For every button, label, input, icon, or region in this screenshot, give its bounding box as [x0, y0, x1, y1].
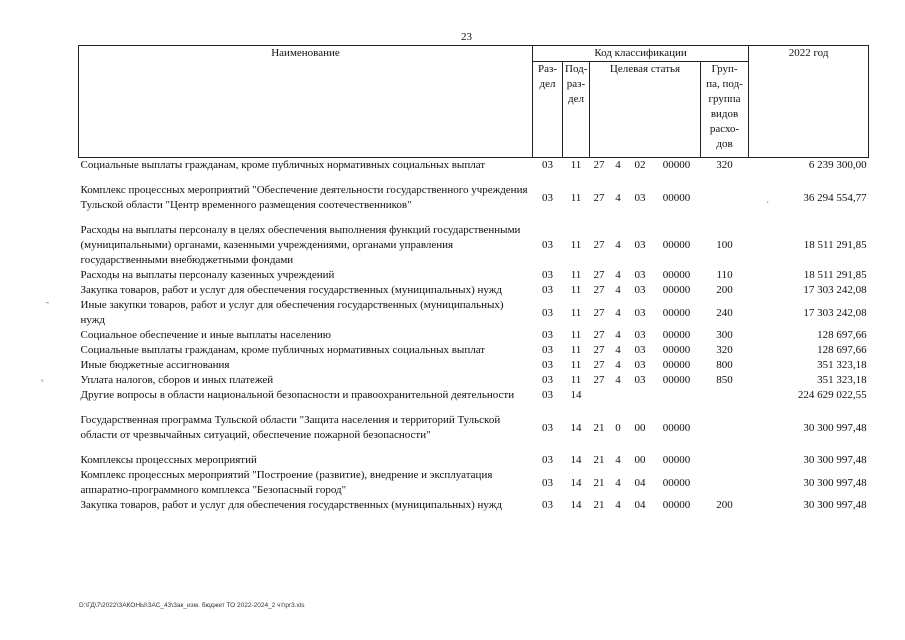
row-type: 4	[615, 499, 621, 511]
row-expense-group	[701, 468, 749, 498]
table-row	[79, 298, 869, 328]
row-subsection: 11	[570, 344, 582, 356]
row-subprogram: 03	[634, 269, 646, 281]
header-target-article: Целевая статья	[590, 62, 701, 158]
row-subprogram: 02	[634, 159, 646, 171]
row-spacer	[79, 173, 869, 183]
row-section: 03	[542, 306, 553, 319]
row-name: Комплекс процессных мероприятий "Обеспечение деятельности государственного учреждения Тульской области "Центр временного размещения соотечественников"	[80, 184, 528, 211]
row-subprogram: 03	[634, 306, 646, 319]
scan-mark: ˊ	[766, 200, 769, 210]
row-subprogram: 00	[634, 454, 646, 466]
table-row	[79, 183, 869, 213]
row-subprogram: 03	[634, 239, 646, 251]
row-subsection: 11	[570, 306, 582, 319]
header-classification: Код классификации	[533, 46, 749, 62]
row-direction: 00000	[662, 476, 691, 489]
row-expense-group: 320	[716, 344, 733, 356]
row-expense-group: 200	[716, 284, 733, 296]
row-program: 27	[593, 374, 605, 386]
row-program: 21	[593, 476, 605, 489]
row-subsection: 11	[570, 239, 582, 251]
row-subsection: 11	[570, 269, 582, 281]
row-name: Закупка товаров, работ и услуг для обеспечения государственных (муниципальных) нужд	[80, 499, 502, 511]
table-row	[79, 453, 869, 468]
row-expense-group	[701, 388, 749, 403]
row-spacer	[79, 403, 869, 413]
row-expense-group: 300	[716, 329, 733, 341]
row-program: 27	[593, 359, 605, 371]
row-program: 27	[593, 269, 605, 281]
table-row	[79, 158, 869, 174]
row-type: 4	[615, 269, 621, 281]
row-section: 03	[542, 284, 553, 296]
table-row	[79, 343, 869, 358]
row-type: 4	[615, 454, 621, 466]
row-subprogram: 03	[634, 191, 646, 204]
row-amount: 18 511 291,85	[803, 239, 867, 251]
row-type: 4	[615, 306, 621, 319]
row-amount: 30 300 997,48	[803, 476, 867, 489]
row-section: 03	[542, 239, 553, 251]
row-program: 27	[593, 306, 605, 319]
row-section: 03	[542, 329, 553, 341]
row-type: 4	[615, 191, 621, 204]
row-program	[590, 388, 609, 403]
row-name: Расходы на выплаты персоналу казенных учреждений	[80, 269, 335, 281]
header-expense-group: Груп- па, под- группа видов расхо- дов	[701, 62, 749, 158]
row-section: 03	[542, 476, 553, 489]
header-section: Раз- дел	[533, 62, 563, 158]
row-subsection: 14	[570, 476, 582, 489]
row-direction	[653, 388, 701, 403]
row-amount: 128 697,66	[817, 344, 867, 356]
table-row	[79, 388, 869, 403]
row-name: Иные бюджетные ассигнования	[80, 359, 230, 371]
row-direction: 00000	[662, 344, 691, 356]
row-direction: 00000	[662, 329, 691, 341]
row-program: 27	[593, 284, 605, 296]
row-subprogram	[628, 388, 653, 403]
scan-mark: ᵥ	[41, 373, 44, 383]
row-program: 27	[593, 191, 605, 204]
row-subsection: 14	[570, 421, 582, 434]
row-expense-group: 200	[716, 499, 733, 511]
row-spacer	[79, 213, 869, 223]
row-direction: 00000	[662, 239, 691, 251]
row-amount: 17 303 242,08	[803, 306, 867, 319]
row-amount: 30 300 997,48	[803, 454, 867, 466]
row-direction: 00000	[662, 359, 691, 371]
row-subsection: 11	[570, 191, 582, 204]
row-section: 03	[542, 359, 553, 371]
row-subprogram: 00	[634, 421, 646, 434]
row-type: 4	[615, 159, 621, 171]
row-section: 03	[542, 269, 553, 281]
row-amount: 128 697,66	[817, 329, 867, 341]
scan-mark: -	[46, 297, 49, 307]
row-subprogram: 03	[634, 374, 646, 386]
row-section: 03	[542, 159, 553, 171]
row-type	[609, 388, 628, 403]
row-subsection: 14	[570, 389, 582, 401]
row-amount: 224 629 022,55	[797, 389, 867, 401]
row-type: 4	[615, 359, 621, 371]
row-subprogram: 04	[634, 499, 646, 511]
row-amount: 351 323,18	[817, 359, 867, 371]
row-direction: 00000	[662, 499, 691, 511]
row-amount: 18 511 291,85	[803, 269, 867, 281]
table-row	[79, 373, 869, 388]
row-direction: 00000	[662, 454, 691, 466]
row-amount: 17 303 242,08	[803, 284, 867, 296]
table-row	[79, 328, 869, 343]
row-direction: 00000	[662, 421, 691, 434]
row-direction: 00000	[662, 284, 691, 296]
budget-table	[78, 45, 869, 513]
row-subsection: 11	[570, 159, 582, 171]
row-expense-group: 110	[716, 269, 733, 281]
row-subprogram: 03	[634, 359, 646, 371]
row-amount: 351 323,18	[817, 374, 867, 386]
page-number: 23	[461, 31, 472, 43]
row-expense-group: 320	[716, 159, 733, 171]
row-amount: 30 300 997,48	[803, 499, 867, 511]
table-row	[79, 413, 869, 443]
row-type: 4	[615, 239, 621, 251]
row-subsection: 11	[570, 374, 582, 386]
row-name: Социальные выплаты гражданам, кроме публичных нормативных социальных выплат	[80, 344, 486, 356]
row-type: 4	[615, 284, 621, 296]
file-path: D:\ГД\7\2022\ЗАКОНЫ\ЗАС_43\Зак_изм. бюджет ТО 2022-2024_2 чт\pr3.xls	[79, 602, 305, 609]
row-direction: 00000	[662, 269, 691, 281]
row-amount: 30 300 997,48	[803, 421, 867, 434]
row-section: 03	[542, 454, 553, 466]
header-year: 2022 год	[749, 46, 869, 158]
row-section: 03	[542, 389, 553, 401]
row-direction: 00000	[662, 159, 691, 171]
row-program: 27	[593, 239, 605, 251]
table-row	[79, 268, 869, 283]
row-subprogram: 03	[634, 344, 646, 356]
row-expense-group	[701, 183, 749, 213]
row-direction: 00000	[662, 191, 691, 204]
row-type: 4	[615, 329, 621, 341]
row-name: Иные закупки товаров, работ и услуг для обеспечения государственных (муниципальных) нужд	[80, 299, 504, 326]
row-name: Комплексы процессных мероприятий	[80, 454, 257, 466]
row-program: 27	[593, 159, 605, 171]
row-expense-group: 850	[716, 374, 733, 386]
row-type: 4	[615, 476, 621, 489]
row-subsection: 11	[570, 359, 582, 371]
row-subsection: 14	[570, 499, 582, 511]
row-type: 4	[615, 344, 621, 356]
row-expense-group: 240	[716, 306, 733, 319]
table-row	[79, 468, 869, 498]
row-section: 03	[542, 191, 553, 204]
row-spacer	[79, 443, 869, 453]
row-program: 21	[593, 421, 605, 434]
header-subsection: Под- раз- дел	[563, 62, 590, 158]
row-type: 0	[615, 421, 621, 434]
table-row	[79, 283, 869, 298]
row-expense-group	[701, 453, 749, 468]
row-expense-group: 100	[716, 239, 733, 251]
row-expense-group: 800	[716, 359, 733, 371]
row-program: 27	[593, 329, 605, 341]
row-name: Комплекс процессных мероприятий "Построение (развитие), внедрение и эксплуатация аппаратно-программного комплекса "Безопасный город"	[80, 469, 493, 496]
row-name: Государственная программа Тульской области "Защита населения и территорий Тульской области от чрезвычайных ситуаций, обеспечение пожарной безопасности"	[80, 414, 501, 441]
row-section: 03	[542, 421, 553, 434]
row-subsection: 14	[570, 454, 582, 466]
row-name: Социальные выплаты гражданам, кроме публичных нормативных социальных выплат	[80, 159, 486, 171]
row-program: 21	[593, 499, 605, 511]
row-section: 03	[542, 374, 553, 386]
row-direction: 00000	[662, 374, 691, 386]
row-subprogram: 04	[634, 476, 646, 489]
row-name: Закупка товаров, работ и услуг для обеспечения государственных (муниципальных) нужд	[80, 284, 502, 296]
row-name: Расходы на выплаты персоналу в целях обеспечения выполнения функций государственными (муниципальными) органами, казенными учреждениями, органами управления государственными внебюджетными фондами	[80, 224, 521, 266]
row-name: Социальное обеспечение и иные выплаты населению	[80, 329, 332, 341]
row-name: Другие вопросы в области национальной безопасности и правоохранительной деятельности	[80, 389, 515, 401]
row-section: 03	[542, 344, 553, 356]
row-program: 21	[593, 454, 605, 466]
row-subsection: 11	[570, 284, 582, 296]
table-body	[79, 158, 869, 514]
row-amount: 36 294 554,77	[803, 191, 867, 204]
row-direction: 00000	[662, 306, 691, 319]
row-subprogram: 03	[634, 329, 646, 341]
row-amount: 6 239 300,00	[808, 159, 867, 171]
row-name: Уплата налогов, сборов и иных платежей	[80, 374, 274, 386]
row-expense-group	[701, 413, 749, 443]
row-type: 4	[615, 374, 621, 386]
table-row	[79, 358, 869, 373]
row-subsection: 11	[570, 329, 582, 341]
row-program: 27	[593, 344, 605, 356]
table-row	[79, 498, 869, 513]
table-row	[79, 223, 869, 268]
row-subprogram: 03	[634, 284, 646, 296]
header-name: Наименование	[79, 46, 533, 158]
row-section: 03	[542, 499, 553, 511]
